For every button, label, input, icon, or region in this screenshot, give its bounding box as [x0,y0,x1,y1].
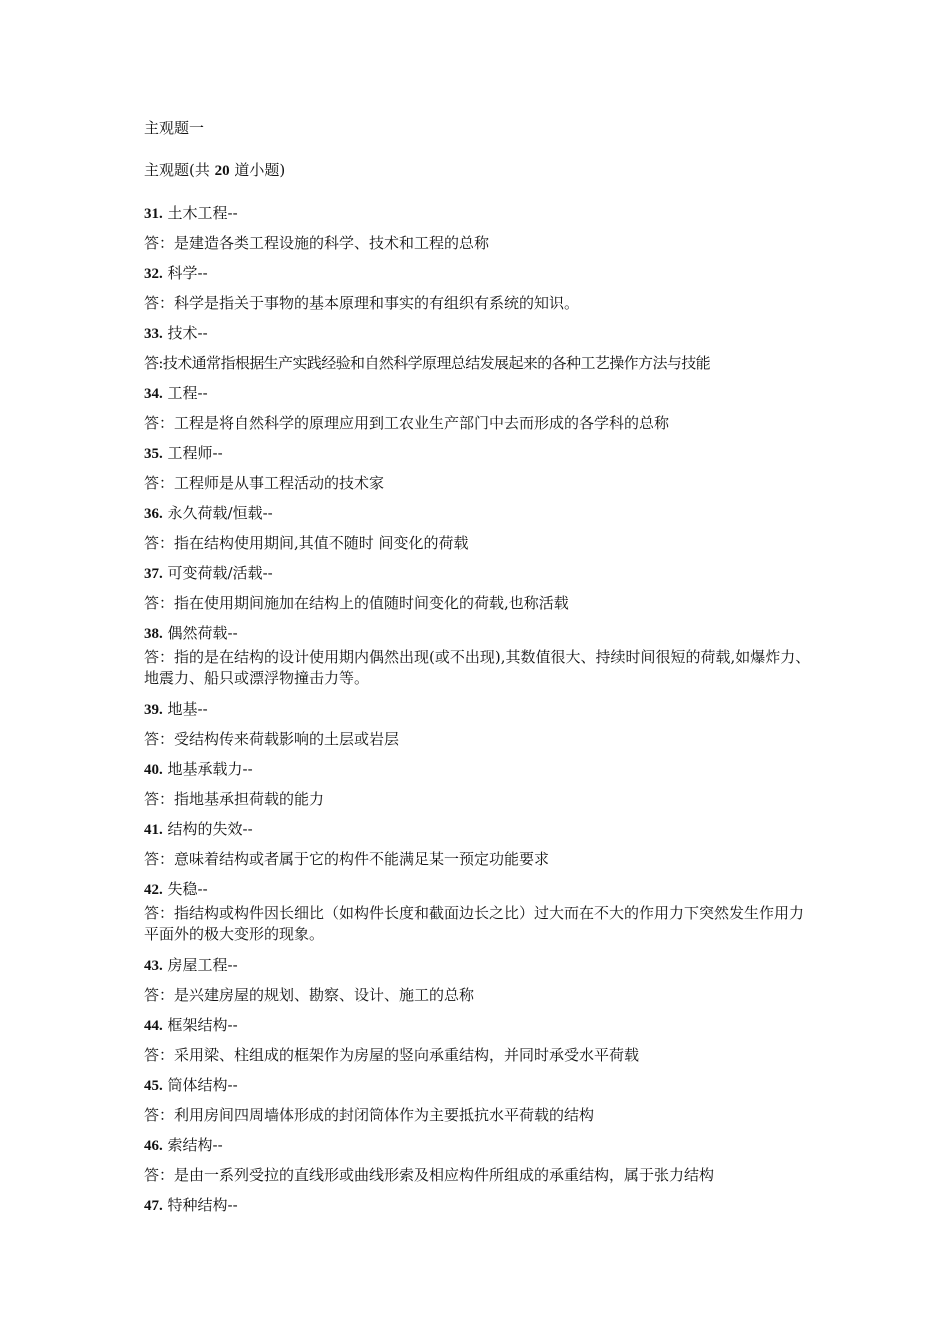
question-number: 32. [144,266,163,282]
question-number: 39. [144,702,163,718]
answer: 答：工程是将自然科学的原理应用到工农业生产部门中去而形成的各学科的总称 [144,414,670,432]
question-number: 31. [144,206,163,222]
answer: 答：指地基承担荷载的能力 [144,790,325,808]
answer: 答：是兴建房屋的规划、勘察、设计、施工的总称 [144,986,475,1004]
question [144,759,824,779]
question-number: 45. [144,1078,163,1094]
document-title: 主观题一 [144,119,205,137]
question-term: 偶然荷载-- [162,624,238,642]
question-term: 地基-- [162,700,208,718]
qa-item [144,1195,824,1215]
answer: 答：指在使用期间施加在结构上的值随时间变化的荷载,也称活载 [144,594,569,612]
section-heading [144,160,285,181]
question [144,879,824,899]
question-term: 筒体结构-- [162,1076,238,1094]
question-list [144,203,824,1225]
question-number: 38. [144,626,163,642]
question-term: 工程-- [162,384,208,402]
qa-item [144,819,824,869]
answer: 答：工程师是从事工程活动的技术家 [144,474,385,492]
question-term: 土木工程-- [162,204,238,222]
question-number: 41. [144,822,163,838]
question [144,263,824,283]
section-heading-suffix: 道小题) [229,161,286,179]
answer: 答：采用梁、柱组成的框架作为房屋的竖向承重结构，并同时承受水平荷载 [144,1046,640,1064]
question-number: 43. [144,958,163,974]
qa-item [144,759,824,809]
answer: 答：科学是指关于事物的基本原理和事实的有组织有系统的知识。 [144,294,580,312]
question-number: 42. [144,882,163,898]
question-term: 地基承载力-- [162,760,253,778]
answer: 答:技术通常指根据生产实践经验和自然科学原理总结发展起来的各种工艺操作方法与技能 [144,354,711,372]
qa-item [144,879,824,945]
question-term: 失稳-- [162,880,208,898]
question-number: 36. [144,506,163,522]
question-number: 37. [144,566,163,582]
question-term: 技术-- [162,324,208,342]
question-number: 46. [144,1138,163,1154]
question-term: 永久荷载/恒载-- [162,504,273,522]
qa-item [144,263,824,313]
qa-item [144,503,824,553]
question [144,699,824,719]
qa-item [144,563,824,613]
question-number: 35. [144,446,163,462]
question [144,1075,824,1095]
question [144,203,824,223]
question-count: 20 [214,163,230,179]
answer: 答：利用房间四周墙体形成的封闭筒体作为主要抵抗水平荷载的结构 [144,1106,595,1124]
question-term: 特种结构-- [162,1196,238,1214]
section-heading-prefix: 主观题(共 [144,161,215,179]
qa-item [144,443,824,493]
question-term: 框架结构-- [162,1016,238,1034]
qa-item [144,383,824,433]
question-number: 40. [144,762,163,778]
qa-item [144,1075,824,1125]
question-number: 47. [144,1198,163,1214]
qa-item [144,1015,824,1065]
qa-item [144,623,824,689]
question [144,955,824,975]
question [144,623,824,643]
answer: 答：是建造各类工程设施的科学、技术和工程的总称 [144,234,490,252]
answer: 答：指在结构使用期间,其值不随时 间变化的荷载 [144,534,469,552]
qa-item [144,203,824,253]
question [144,563,824,583]
qa-item [144,699,824,749]
answer: 答：意味着结构或者属于它的构件不能满足某一预定功能要求 [144,850,550,868]
answer: 答：指的是在结构的设计使用期内偶然出现(或不出现),其数值很大、持续时间很短的荷载,如爆炸力、地震力、船只或漂浮物撞击力等。 [144,648,811,687]
question-number: 33. [144,326,163,342]
answer: 答：是由一系列受拉的直线形或曲线形索及相应构件所组成的承重结构，属于张力结构 [144,1166,715,1184]
question [144,503,824,523]
question-term: 科学-- [162,264,208,282]
question-term: 房屋工程-- [162,956,238,974]
question [144,383,824,403]
qa-item [144,955,824,1005]
question-number: 44. [144,1018,163,1034]
question [144,819,824,839]
question-term: 可变荷载/活载-- [162,564,273,582]
question-term: 结构的失效-- [162,820,253,838]
question [144,1135,824,1155]
question-term: 工程师-- [162,444,223,462]
question [144,1015,824,1035]
answer: 答：指结构或构件因长细比（如构件长度和截面边长之比）过大而在不大的作用力下突然发生作用力平面外的极大变形的现象。 [144,904,805,943]
question-number: 34. [144,386,163,402]
qa-item [144,1135,824,1185]
question-term: 索结构-- [162,1136,223,1154]
question [144,1195,824,1215]
answer: 答：受结构传来荷载影响的土层或岩层 [144,730,400,748]
question [144,443,824,463]
qa-item [144,323,824,373]
question [144,323,824,343]
